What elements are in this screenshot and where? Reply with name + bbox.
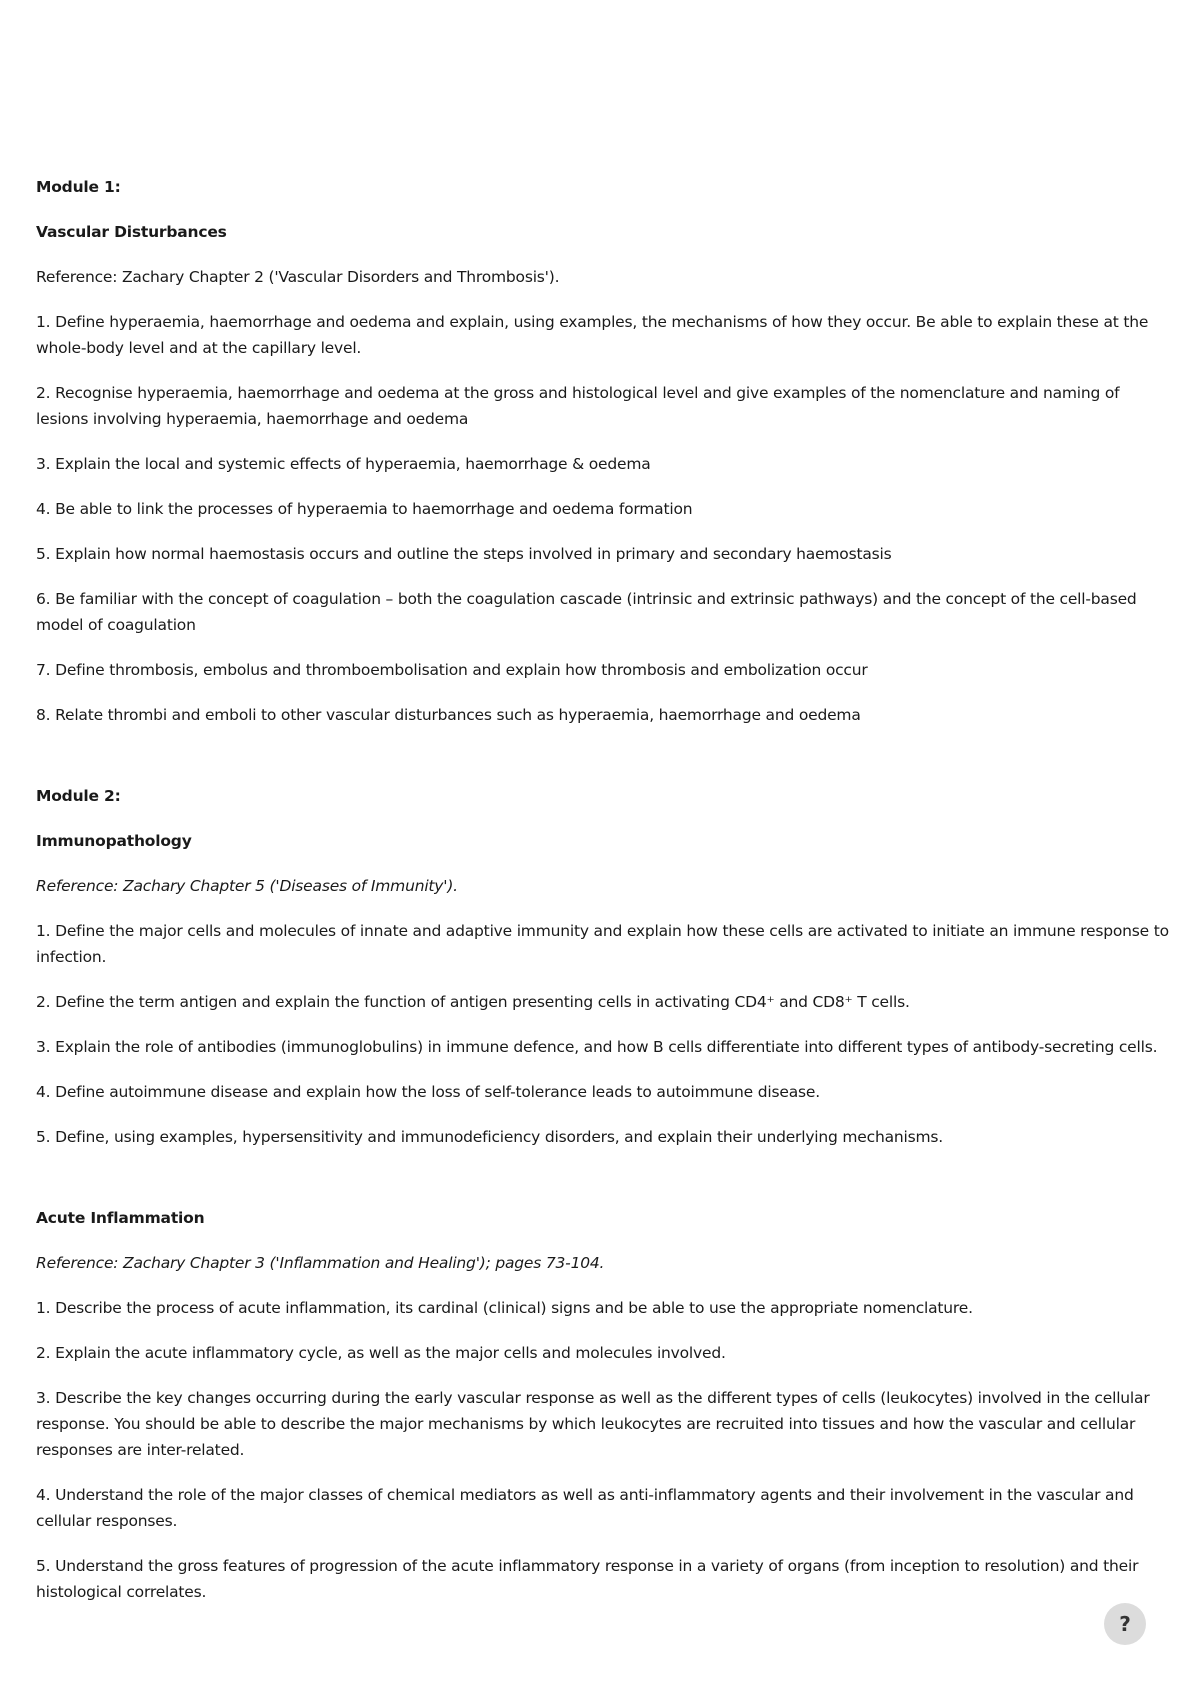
objective-item: 4. Be able to link the processes of hyperaemia to haemorrhage and oedema formation	[36, 500, 693, 518]
help-button[interactable]	[1104, 1603, 1146, 1645]
reference-text: Reference: Zachary Chapter 3 ('Inflammation and Healing'); pages 73-104.	[36, 1254, 605, 1272]
help-icon: ?	[1119, 1612, 1131, 1636]
objective-item: 5. Explain how normal haemostasis occurs and outline the steps involved in primary and secondary haemostasis	[36, 545, 892, 563]
objective-item: 3. Explain the local and systemic effects of hyperaemia, haemorrhage & oedema	[36, 455, 651, 473]
objective-item: 8. Relate thrombi and emboli to other vascular disturbances such as hyperaemia, haemorrhage and oedema	[36, 706, 861, 724]
reference-text: Reference: Zachary Chapter 5 ('Diseases of Immunity').	[36, 877, 458, 895]
objective-item: 2. Define the term antigen and explain the function of antigen presenting cells in activating CD4⁺ and CD8⁺ T cells.	[36, 993, 910, 1011]
objective-item: 1. Describe the process of acute inflammation, its cardinal (clinical) signs and be able to use the appropriate nomenclature.	[36, 1299, 973, 1317]
section-title: Vascular Disturbances	[36, 223, 227, 241]
reference-text: Reference: Zachary Chapter 2 ('Vascular Disorders and Thrombosis').	[36, 268, 560, 286]
objective-item: 5. Define, using examples, hypersensitivity and immunodeficiency disorders, and explain their underlying mechanisms.	[36, 1128, 943, 1146]
section-spacer	[36, 1169, 1176, 1205]
objective-item: 2. Explain the acute inflammatory cycle, as well as the major cells and molecules involved.	[36, 1344, 726, 1362]
objective-item: 6. Be familiar with the concept of coagulation – both the coagulation cascade (intrinsic and extrinsic pathways) and the concept of the cell-based model of coagulation	[36, 590, 1137, 634]
section-spacer	[36, 747, 1176, 783]
module-heading: Module 1:	[36, 178, 121, 196]
objective-item: 1. Define the major cells and molecules of innate and adaptive immunity and explain how these cells are activated to initiate an immune response to infection.	[36, 922, 1169, 966]
module-1-section	[36, 174, 1176, 728]
acute-inflammation-section	[36, 1205, 1176, 1605]
module-2-section	[36, 783, 1176, 1150]
objective-item: 5. Understand the gross features of progression of the acute inflammatory response in a variety of organs (from inception to resolution) and their histological correlates.	[36, 1557, 1139, 1601]
objective-item: 3. Describe the key changes occurring during the early vascular response as well as the different types of cells (leukocytes) involved in the cellular response. You should be able to describe the major mechanisms by which leukocytes are recruited into tissues and how the vascular and cellular responses are inter-related.	[36, 1389, 1150, 1459]
objective-item: 7. Define thrombosis, embolus and thromboembolisation and explain how thrombosis and embolization occur	[36, 661, 868, 679]
section-title: Immunopathology	[36, 832, 192, 850]
objective-item: 4. Define autoimmune disease and explain how the loss of self-tolerance leads to autoimmune disease.	[36, 1083, 820, 1101]
module-heading: Module 2:	[36, 787, 121, 805]
objective-item: 2. Recognise hyperaemia, haemorrhage and oedema at the gross and histological level and give examples of the nomenclature and naming of lesions involving hyperaemia, haemorrhage and oedema	[36, 384, 1120, 428]
objective-item: 4. Understand the role of the major classes of chemical mediators as well as anti-inflammatory agents and their involvement in the vascular and cellular responses.	[36, 1486, 1134, 1530]
section-title: Acute Inflammation	[36, 1209, 205, 1227]
document-page	[36, 174, 1176, 1624]
objective-item: 1. Define hyperaemia, haemorrhage and oedema and explain, using examples, the mechanisms of how they occur. Be able to explain these at the whole-body level and at the capillary level.	[36, 313, 1149, 357]
objective-item: 3. Explain the role of antibodies (immunoglobulins) in immune defence, and how B cells differentiate into different types of antibody-secreting cells.	[36, 1038, 1158, 1056]
